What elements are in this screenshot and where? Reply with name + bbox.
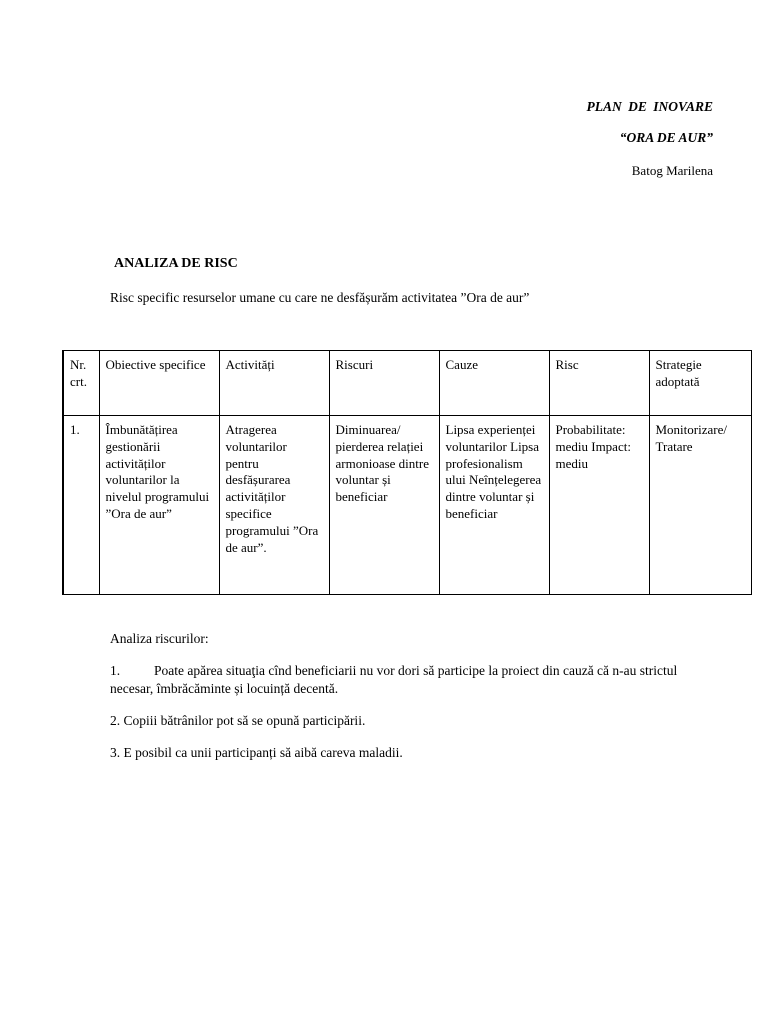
cell-risc: Probabilitate: mediu Impact: mediu [549,416,649,595]
cell-riscuri: Diminuarea/ pierderea relației armonioase dintre voluntar și beneficiar [329,416,439,595]
cell-activitati: Atragerea voluntarilor pentru desfășurarea activităților specifice programului ”Ora de aur”. [219,416,329,595]
plan-title: PLAN DE INOVARE [586,99,713,114]
analysis-item-2: 2. Copiii bătrânilor pot să se opună participării. [110,713,366,728]
cell-nr: 1. [63,416,99,595]
header-nr: Nr. crt. [63,351,99,416]
header-cauze: Cauze [439,351,549,416]
cell-strategie: Monitorizare/ Tratare [649,416,751,595]
analysis-item-1-number: 1. [110,663,121,678]
author-name: Batog Marilena [631,163,713,178]
section-intro: Risc specific resurselor umane cu care ne desfășurăm activitatea ”Ora de aur” [110,290,530,305]
project-title: “ORA DE AUR” [619,130,713,145]
header-riscuri: Riscuri [329,351,439,416]
table-header-row [63,351,751,416]
risk-analysis [110,630,722,776]
cell-cauze: Lipsa experienței voluntarilor Lipsa profesionalism ului Neînțelegerea dintre voluntar și beneficiar [439,416,549,595]
analysis-item-3: 3. E posibil ca unii participanți să aibă careva maladii. [110,745,403,760]
analysis-title: Analiza riscurilor: [110,631,209,646]
risk-table [62,350,752,595]
header-risc: Risc [549,351,649,416]
cell-obiective: Îmbunătățirea gestionării activităților voluntarilor la nivelul programului ”Ora de aur” [99,416,219,595]
header-obiective: Obiective specifice [99,351,219,416]
table-row [63,416,751,595]
analysis-item-1 [110,662,722,698]
header-strategie: Strategie adoptată [649,351,751,416]
section-title: ANALIZA DE RISC [114,256,238,271]
header-activitati: Activități [219,351,329,416]
analysis-item-1-text: Poate apărea situaţia cînd beneficiarii nu vor dori să participe la proiect din cauză că n-au strictul necesar, îmbrăcăminte și locuință decentă. [110,663,678,696]
